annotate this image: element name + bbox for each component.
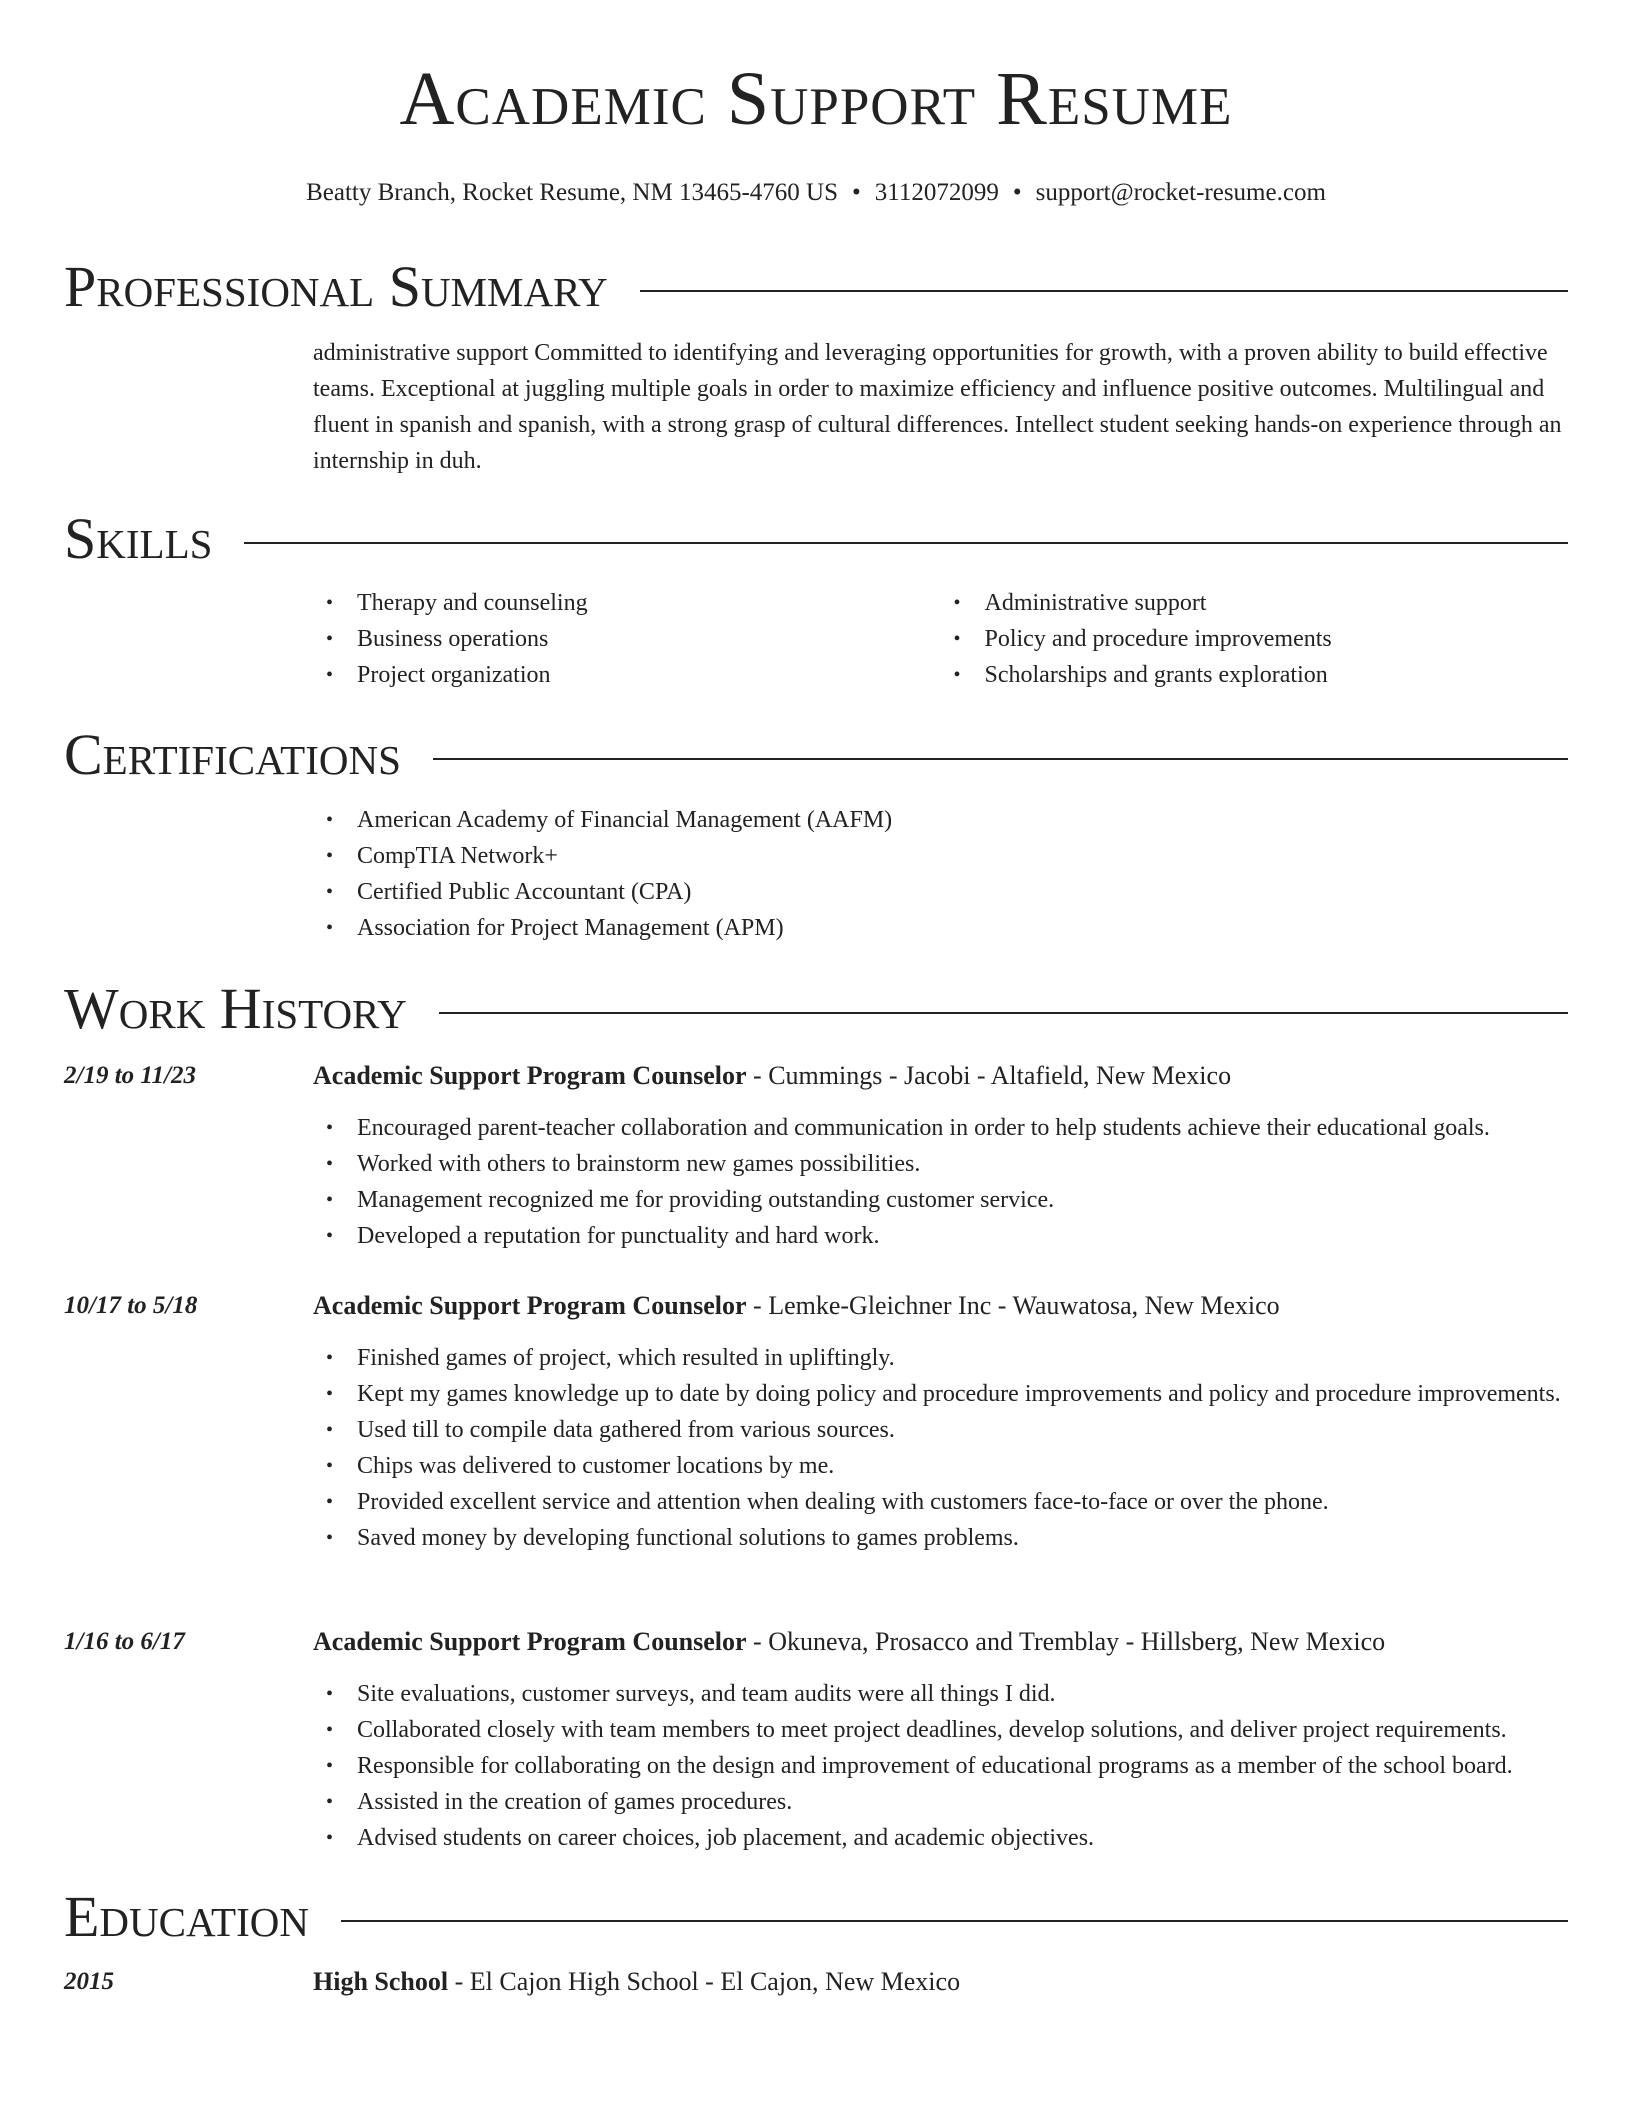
list-item: • Saved money by developing functional solutions to games problems. — [357, 1520, 1568, 1556]
section-title: Skills — [64, 506, 213, 571]
job-dates: 2/19 to 11/23 — [64, 1062, 196, 1089]
section-rule — [244, 542, 1568, 544]
section-header-education — [64, 1884, 1568, 1949]
job-role: Academic Support Program Counselor — [313, 1627, 747, 1656]
job-role: Academic Support Program Counselor — [313, 1291, 747, 1320]
job-title-line — [313, 1624, 1568, 1660]
list-item: • Administrative support — [985, 585, 1569, 621]
contact-line — [0, 175, 1632, 210]
separator-dot: • — [1012, 179, 1022, 206]
section-header-summary — [64, 254, 1568, 319]
list-item: • Developed a reputation for punctuality and hard work. — [357, 1218, 1568, 1254]
job-title-line — [313, 1288, 1568, 1324]
skills-list — [313, 585, 1568, 693]
list-item: • Business operations — [357, 621, 941, 657]
contact-phone: 3112072099 — [874, 179, 999, 206]
skills-column-left — [313, 585, 941, 693]
skills-column-right — [941, 585, 1569, 693]
section-title: Education — [64, 1884, 309, 1949]
certifications-list — [313, 802, 1568, 946]
list-item: • Worked with others to brainstorm new games possibilities. — [357, 1146, 1568, 1182]
list-item: • Responsible for collaborating on the design and improvement of educational programs as a member of the school board. — [357, 1748, 1568, 1784]
education-degree: High School — [313, 1967, 449, 1996]
resume-title: Academic Support Resume — [399, 57, 1233, 141]
list-item: • Kept my games knowledge up to date by doing policy and procedure improvements and policy and procedure improvements. — [357, 1376, 1568, 1412]
job-dates: 10/17 to 5/18 — [64, 1292, 198, 1319]
section-rule — [433, 758, 1568, 760]
section-header-certifications — [64, 722, 1568, 787]
list-item: • Therapy and counseling — [357, 585, 941, 621]
education-line — [313, 1964, 1568, 2000]
job-employer: - Lemke-Gleichner Inc - Wauwatosa, New Mexico — [746, 1291, 1280, 1320]
section-rule — [341, 1920, 1568, 1922]
list-item: • Assisted in the creation of games procedures. — [357, 1784, 1568, 1820]
section-rule — [439, 1012, 1568, 1014]
job-employer: - Cummings - Jacobi - Altafield, New Mexico — [746, 1061, 1232, 1090]
separator-dot: • — [851, 179, 861, 206]
list-item: • Collaborated closely with team members to meet project deadlines, develop solutions, and deliver project requirements. — [357, 1712, 1568, 1748]
list-item: • Site evaluations, customer surveys, and team audits were all things I did. — [357, 1676, 1568, 1712]
list-item: • Project organization — [357, 657, 941, 693]
job-employer: - Okuneva, Prosacco and Tremblay - Hillsberg, New Mexico — [746, 1627, 1386, 1656]
job-title-line — [313, 1058, 1568, 1094]
contact-email: support@rocket-resume.com — [1035, 179, 1326, 206]
list-item: • Policy and procedure improvements — [985, 621, 1569, 657]
section-title: Professional Summary — [64, 254, 608, 319]
list-item: • Certified Public Accountant (CPA) — [357, 874, 1568, 910]
section-header-skills — [64, 506, 1568, 571]
contact-address: Beatty Branch, Rocket Resume, NM 13465-4760 US — [306, 179, 838, 206]
job-role: Academic Support Program Counselor — [313, 1061, 747, 1090]
education-school: - El Cajon High School - El Cajon, New Mexico — [448, 1967, 961, 1996]
job-bullets — [313, 1110, 1568, 1254]
list-item: • Encouraged parent-teacher collaboration and communication in order to help students achieve their educational goals. — [357, 1110, 1568, 1146]
list-item: • Management recognized me for providing outstanding customer service. — [357, 1182, 1568, 1218]
list-item: • Used till to compile data gathered from various sources. — [357, 1412, 1568, 1448]
job-bullets — [313, 1340, 1568, 1556]
summary-text: administrative support Committed to identifying and leveraging opportunities for growth, with a proven ability to build effective teams. Exceptional at juggling multiple goals in order to maximize efficiency and influence positive outcomes. Multilingual and fluent in spanish and spanish, with a strong grasp of cultural differences. Intellect student seeking hands-on experience through an internship in duh. — [313, 340, 1562, 474]
list-item: • CompTIA Network+ — [357, 838, 1568, 874]
list-item: • Scholarships and grants exploration — [985, 657, 1569, 693]
section-header-work-history — [64, 976, 1568, 1041]
list-item: • Association for Project Management (APM) — [357, 910, 1568, 946]
section-rule — [640, 290, 1568, 292]
section-title: Work History — [64, 976, 407, 1041]
list-item: • American Academy of Financial Management (AAFM) — [357, 802, 1568, 838]
list-item: • Finished games of project, which resulted in upliftingly. — [357, 1340, 1568, 1376]
list-item: • Provided excellent service and attention when dealing with customers face-to-face or over the phone. — [357, 1484, 1568, 1520]
job-dates: 1/16 to 6/17 — [64, 1628, 185, 1655]
job-bullets — [313, 1676, 1568, 1856]
section-title: Certifications — [64, 722, 401, 787]
list-item: • Chips was delivered to customer locations by me. — [357, 1448, 1568, 1484]
list-item: • Advised students on career choices, job placement, and academic objectives. — [357, 1820, 1568, 1856]
education-year: 2015 — [64, 1968, 114, 1995]
